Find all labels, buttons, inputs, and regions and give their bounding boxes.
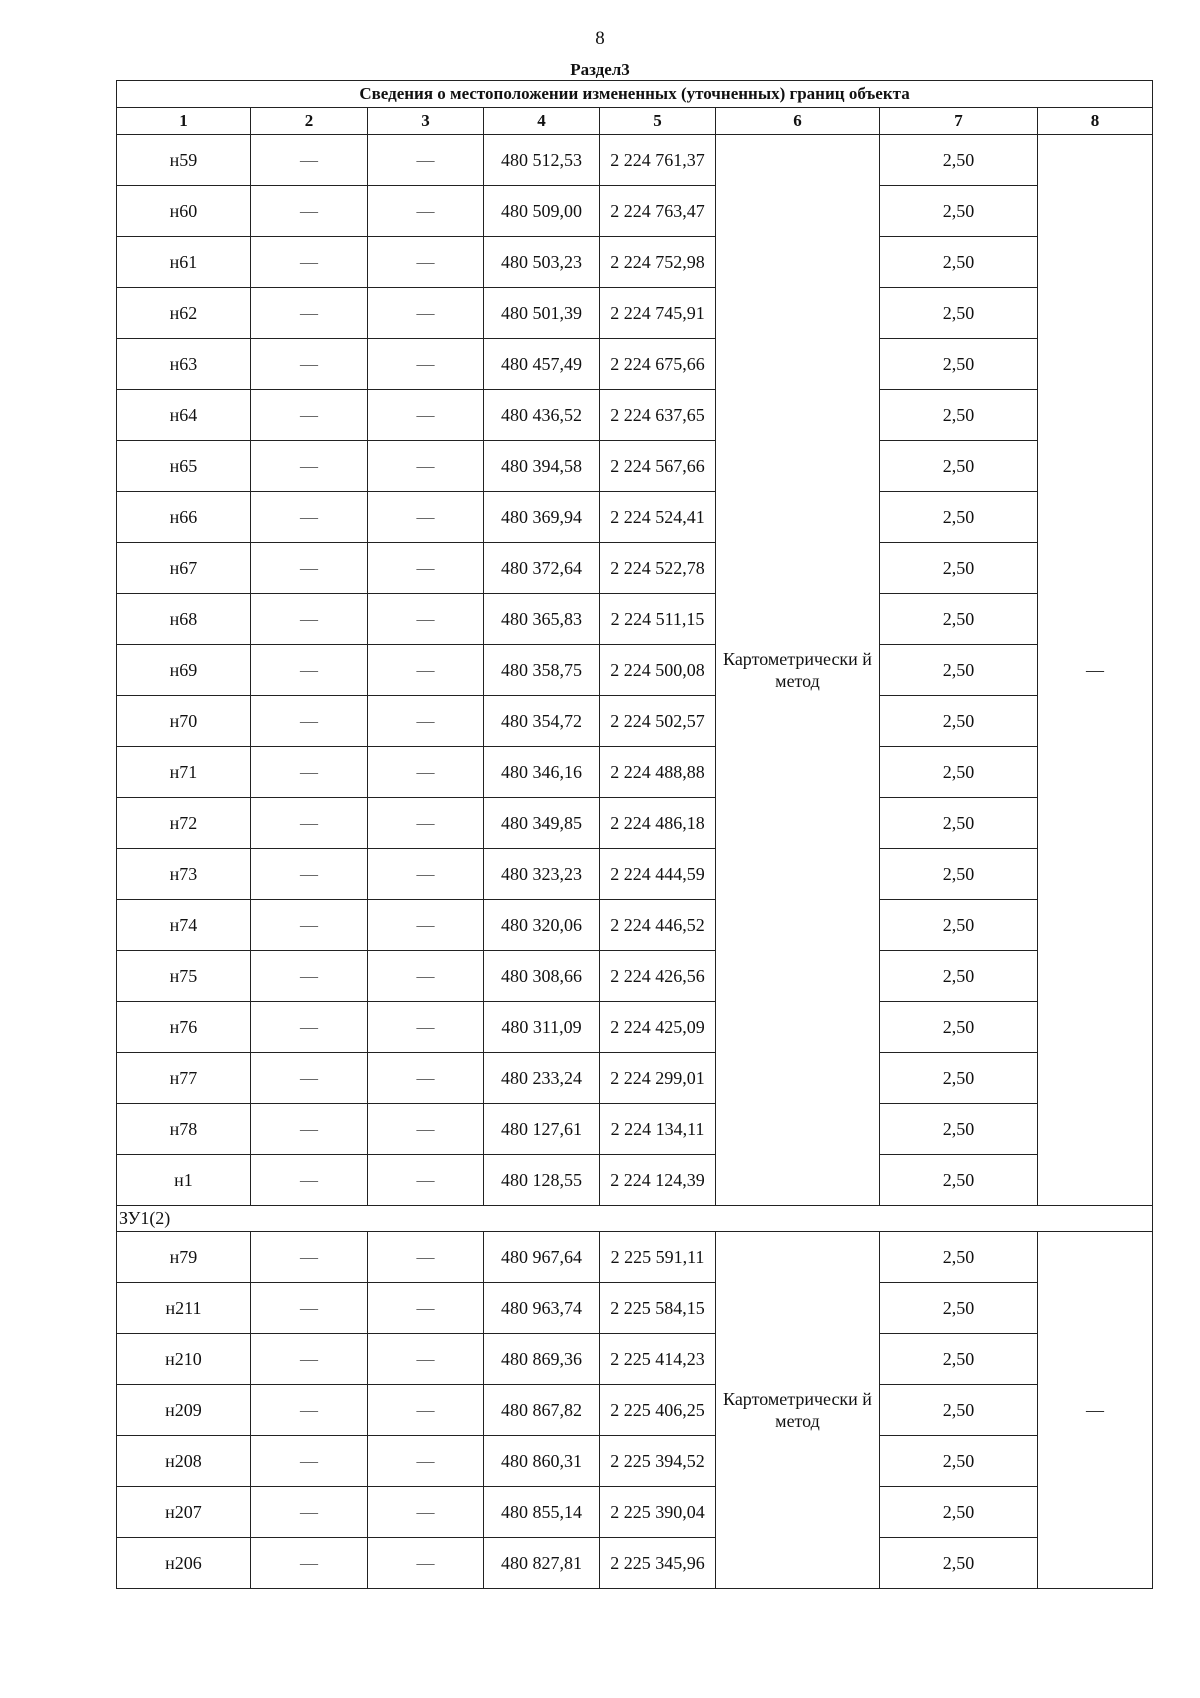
column-2-cell: — <box>251 1053 368 1104</box>
y-coordinate-cell: 2 224 425,09 <box>600 1002 716 1053</box>
accuracy-cell: 2,50 <box>880 900 1038 951</box>
column-2-cell: — <box>251 1232 368 1283</box>
x-coordinate-cell: 480 349,85 <box>484 798 600 849</box>
point-name-cell: н79 <box>117 1232 251 1283</box>
point-name-cell: н61 <box>117 237 251 288</box>
column-2-cell: — <box>251 441 368 492</box>
column-header: 2 <box>251 108 368 135</box>
column-8-cell: — <box>1038 1232 1153 1589</box>
column-header: 5 <box>600 108 716 135</box>
point-name-cell: н74 <box>117 900 251 951</box>
y-coordinate-cell: 2 224 763,47 <box>600 186 716 237</box>
y-coordinate-cell: 2 224 124,39 <box>600 1155 716 1206</box>
x-coordinate-cell: 480 394,58 <box>484 441 600 492</box>
table-row <box>117 1283 1153 1334</box>
accuracy-cell: 2,50 <box>880 747 1038 798</box>
table-caption-row <box>117 81 1153 108</box>
x-coordinate-cell: 480 860,31 <box>484 1436 600 1487</box>
method-cell: Картометрически й метод <box>716 1232 880 1589</box>
x-coordinate-cell: 480 457,49 <box>484 339 600 390</box>
accuracy-cell: 2,50 <box>880 1436 1038 1487</box>
column-header: 7 <box>880 108 1038 135</box>
column-header: 3 <box>368 108 484 135</box>
column-3-cell: — <box>368 1155 484 1206</box>
table-row <box>117 1104 1153 1155</box>
table-row <box>117 1436 1153 1487</box>
table-row <box>117 798 1153 849</box>
point-name-cell: н62 <box>117 288 251 339</box>
column-2-cell: — <box>251 1385 368 1436</box>
point-name-cell: н67 <box>117 543 251 594</box>
group-label-row <box>117 1206 1153 1232</box>
column-3-cell: — <box>368 1538 484 1589</box>
column-2-cell: — <box>251 1436 368 1487</box>
x-coordinate-cell: 480 827,81 <box>484 1538 600 1589</box>
column-2-cell: — <box>251 543 368 594</box>
y-coordinate-cell: 2 224 444,59 <box>600 849 716 900</box>
column-3-cell: — <box>368 1053 484 1104</box>
x-coordinate-cell: 480 372,64 <box>484 543 600 594</box>
y-coordinate-cell: 2 224 426,56 <box>600 951 716 1002</box>
table-row <box>117 1002 1153 1053</box>
column-2-cell: — <box>251 849 368 900</box>
x-coordinate-cell: 480 967,64 <box>484 1232 600 1283</box>
column-2-cell: — <box>251 135 368 186</box>
page-number: 8 <box>595 28 605 49</box>
accuracy-cell: 2,50 <box>880 1538 1038 1589</box>
column-2-cell: — <box>251 1104 368 1155</box>
column-header: 1 <box>117 108 251 135</box>
accuracy-cell: 2,50 <box>880 1283 1038 1334</box>
column-2-cell: — <box>251 492 368 543</box>
x-coordinate-cell: 480 311,09 <box>484 1002 600 1053</box>
table-row <box>117 951 1153 1002</box>
point-name-cell: н206 <box>117 1538 251 1589</box>
column-header: 8 <box>1038 108 1153 135</box>
x-coordinate-cell: 480 323,23 <box>484 849 600 900</box>
y-coordinate-cell: 2 224 675,66 <box>600 339 716 390</box>
column-3-cell: — <box>368 441 484 492</box>
column-3-cell: — <box>368 1334 484 1385</box>
x-coordinate-cell: 480 233,24 <box>484 1053 600 1104</box>
table-row <box>117 288 1153 339</box>
table-row <box>117 237 1153 288</box>
accuracy-cell: 2,50 <box>880 1104 1038 1155</box>
column-3-cell: — <box>368 288 484 339</box>
table-row <box>117 186 1153 237</box>
point-name-cell: н211 <box>117 1283 251 1334</box>
table-row <box>117 1334 1153 1385</box>
x-coordinate-cell: 480 128,55 <box>484 1155 600 1206</box>
x-coordinate-cell: 480 358,75 <box>484 645 600 696</box>
point-name-cell: н59 <box>117 135 251 186</box>
y-coordinate-cell: 2 224 500,08 <box>600 645 716 696</box>
y-coordinate-cell: 2 224 488,88 <box>600 747 716 798</box>
accuracy-cell: 2,50 <box>880 1487 1038 1538</box>
table-row <box>117 1232 1153 1283</box>
x-coordinate-cell: 480 308,66 <box>484 951 600 1002</box>
point-name-cell: н1 <box>117 1155 251 1206</box>
point-name-cell: н71 <box>117 747 251 798</box>
x-coordinate-cell: 480 509,00 <box>484 186 600 237</box>
accuracy-cell: 2,50 <box>880 1053 1038 1104</box>
column-2-cell: — <box>251 645 368 696</box>
point-name-cell: н65 <box>117 441 251 492</box>
y-coordinate-cell: 2 224 761,37 <box>600 135 716 186</box>
boundary-table <box>116 80 1153 1589</box>
y-coordinate-cell: 2 225 414,23 <box>600 1334 716 1385</box>
column-2-cell: — <box>251 798 368 849</box>
point-name-cell: н72 <box>117 798 251 849</box>
accuracy-cell: 2,50 <box>880 1002 1038 1053</box>
x-coordinate-cell: 480 365,83 <box>484 594 600 645</box>
column-2-cell: — <box>251 1487 368 1538</box>
table-row <box>117 1155 1153 1206</box>
column-2-cell: — <box>251 747 368 798</box>
x-coordinate-cell: 480 369,94 <box>484 492 600 543</box>
method-cell: Картометрически й метод <box>716 135 880 1206</box>
accuracy-cell: 2,50 <box>880 1334 1038 1385</box>
accuracy-cell: 2,50 <box>880 1155 1038 1206</box>
column-2-cell: — <box>251 951 368 1002</box>
table-row <box>117 543 1153 594</box>
point-name-cell: н60 <box>117 186 251 237</box>
x-coordinate-cell: 480 320,06 <box>484 900 600 951</box>
column-2-cell: — <box>251 186 368 237</box>
point-name-cell: н78 <box>117 1104 251 1155</box>
column-3-cell: — <box>368 696 484 747</box>
point-name-cell: н207 <box>117 1487 251 1538</box>
accuracy-cell: 2,50 <box>880 1385 1038 1436</box>
column-2-cell: — <box>251 900 368 951</box>
x-coordinate-cell: 480 867,82 <box>484 1385 600 1436</box>
x-coordinate-cell: 480 869,36 <box>484 1334 600 1385</box>
column-3-cell: — <box>368 594 484 645</box>
column-3-cell: — <box>368 1232 484 1283</box>
y-coordinate-cell: 2 224 745,91 <box>600 288 716 339</box>
accuracy-cell: 2,50 <box>880 390 1038 441</box>
column-3-cell: — <box>368 1487 484 1538</box>
table-row <box>117 1385 1153 1436</box>
point-name-cell: н64 <box>117 390 251 441</box>
section-title: Раздел3 <box>570 60 630 79</box>
group-label: ЗУ1(2) <box>117 1206 1153 1232</box>
column-3-cell: — <box>368 645 484 696</box>
table-row <box>117 747 1153 798</box>
column-header: 4 <box>484 108 600 135</box>
column-2-cell: — <box>251 390 368 441</box>
y-coordinate-cell: 2 224 511,15 <box>600 594 716 645</box>
accuracy-cell: 2,50 <box>880 798 1038 849</box>
point-name-cell: н69 <box>117 645 251 696</box>
x-coordinate-cell: 480 855,14 <box>484 1487 600 1538</box>
table-row <box>117 900 1153 951</box>
column-3-cell: — <box>368 390 484 441</box>
y-coordinate-cell: 2 225 406,25 <box>600 1385 716 1436</box>
column-3-cell: — <box>368 135 484 186</box>
y-coordinate-cell: 2 224 637,65 <box>600 390 716 441</box>
point-name-cell: н77 <box>117 1053 251 1104</box>
column-2-cell: — <box>251 1002 368 1053</box>
column-3-cell: — <box>368 339 484 390</box>
column-3-cell: — <box>368 1002 484 1053</box>
x-coordinate-cell: 480 354,72 <box>484 696 600 747</box>
column-3-cell: — <box>368 951 484 1002</box>
x-coordinate-cell: 480 512,53 <box>484 135 600 186</box>
table-row <box>117 1538 1153 1589</box>
accuracy-cell: 2,50 <box>880 339 1038 390</box>
x-coordinate-cell: 480 436,52 <box>484 390 600 441</box>
column-3-cell: — <box>368 849 484 900</box>
column-2-cell: — <box>251 1155 368 1206</box>
table-row <box>117 441 1153 492</box>
point-name-cell: н210 <box>117 1334 251 1385</box>
x-coordinate-cell: 480 503,23 <box>484 237 600 288</box>
y-coordinate-cell: 2 224 524,41 <box>600 492 716 543</box>
accuracy-cell: 2,50 <box>880 288 1038 339</box>
point-name-cell: н76 <box>117 1002 251 1053</box>
table-row <box>117 1053 1153 1104</box>
table-row <box>117 696 1153 747</box>
accuracy-cell: 2,50 <box>880 594 1038 645</box>
table-row <box>117 645 1153 696</box>
column-3-cell: — <box>368 1104 484 1155</box>
column-3-cell: — <box>368 543 484 594</box>
y-coordinate-cell: 2 224 567,66 <box>600 441 716 492</box>
column-2-cell: — <box>251 696 368 747</box>
point-name-cell: н70 <box>117 696 251 747</box>
y-coordinate-cell: 2 224 134,11 <box>600 1104 716 1155</box>
accuracy-cell: 2,50 <box>880 849 1038 900</box>
table-body <box>117 81 1153 1589</box>
point-name-cell: н66 <box>117 492 251 543</box>
accuracy-cell: 2,50 <box>880 441 1038 492</box>
x-coordinate-cell: 480 501,39 <box>484 288 600 339</box>
x-coordinate-cell: 480 346,16 <box>484 747 600 798</box>
y-coordinate-cell: 2 224 502,57 <box>600 696 716 747</box>
x-coordinate-cell: 480 127,61 <box>484 1104 600 1155</box>
column-3-cell: — <box>368 492 484 543</box>
column-2-cell: — <box>251 594 368 645</box>
table-row <box>117 339 1153 390</box>
column-2-cell: — <box>251 1334 368 1385</box>
table-row <box>117 390 1153 441</box>
x-coordinate-cell: 480 963,74 <box>484 1283 600 1334</box>
table-row <box>117 135 1153 186</box>
accuracy-cell: 2,50 <box>880 492 1038 543</box>
table-row <box>117 492 1153 543</box>
column-3-cell: — <box>368 798 484 849</box>
accuracy-cell: 2,50 <box>880 543 1038 594</box>
y-coordinate-cell: 2 224 299,01 <box>600 1053 716 1104</box>
column-2-cell: — <box>251 339 368 390</box>
accuracy-cell: 2,50 <box>880 135 1038 186</box>
y-coordinate-cell: 2 225 584,15 <box>600 1283 716 1334</box>
point-name-cell: н68 <box>117 594 251 645</box>
accuracy-cell: 2,50 <box>880 1232 1038 1283</box>
column-3-cell: — <box>368 1385 484 1436</box>
accuracy-cell: 2,50 <box>880 237 1038 288</box>
table-row <box>117 594 1153 645</box>
y-coordinate-cell: 2 225 591,11 <box>600 1232 716 1283</box>
point-name-cell: н63 <box>117 339 251 390</box>
point-name-cell: н209 <box>117 1385 251 1436</box>
column-8-cell: — <box>1038 135 1153 1206</box>
column-3-cell: — <box>368 900 484 951</box>
point-name-cell: н208 <box>117 1436 251 1487</box>
accuracy-cell: 2,50 <box>880 645 1038 696</box>
column-header-row <box>117 108 1153 135</box>
y-coordinate-cell: 2 224 446,52 <box>600 900 716 951</box>
point-name-cell: н75 <box>117 951 251 1002</box>
column-header: 6 <box>716 108 880 135</box>
y-coordinate-cell: 2 225 390,04 <box>600 1487 716 1538</box>
table-row <box>117 1487 1153 1538</box>
column-2-cell: — <box>251 1283 368 1334</box>
column-3-cell: — <box>368 1436 484 1487</box>
accuracy-cell: 2,50 <box>880 951 1038 1002</box>
y-coordinate-cell: 2 224 752,98 <box>600 237 716 288</box>
accuracy-cell: 2,50 <box>880 696 1038 747</box>
accuracy-cell: 2,50 <box>880 186 1038 237</box>
column-2-cell: — <box>251 237 368 288</box>
table-caption: Сведения о местоположении измененных (уточненных) границ объекта <box>117 81 1153 108</box>
column-2-cell: — <box>251 288 368 339</box>
column-3-cell: — <box>368 1283 484 1334</box>
y-coordinate-cell: 2 224 522,78 <box>600 543 716 594</box>
column-3-cell: — <box>368 237 484 288</box>
y-coordinate-cell: 2 224 486,18 <box>600 798 716 849</box>
y-coordinate-cell: 2 225 394,52 <box>600 1436 716 1487</box>
column-3-cell: — <box>368 186 484 237</box>
column-2-cell: — <box>251 1538 368 1589</box>
y-coordinate-cell: 2 225 345,96 <box>600 1538 716 1589</box>
point-name-cell: н73 <box>117 849 251 900</box>
column-3-cell: — <box>368 747 484 798</box>
table-row <box>117 849 1153 900</box>
